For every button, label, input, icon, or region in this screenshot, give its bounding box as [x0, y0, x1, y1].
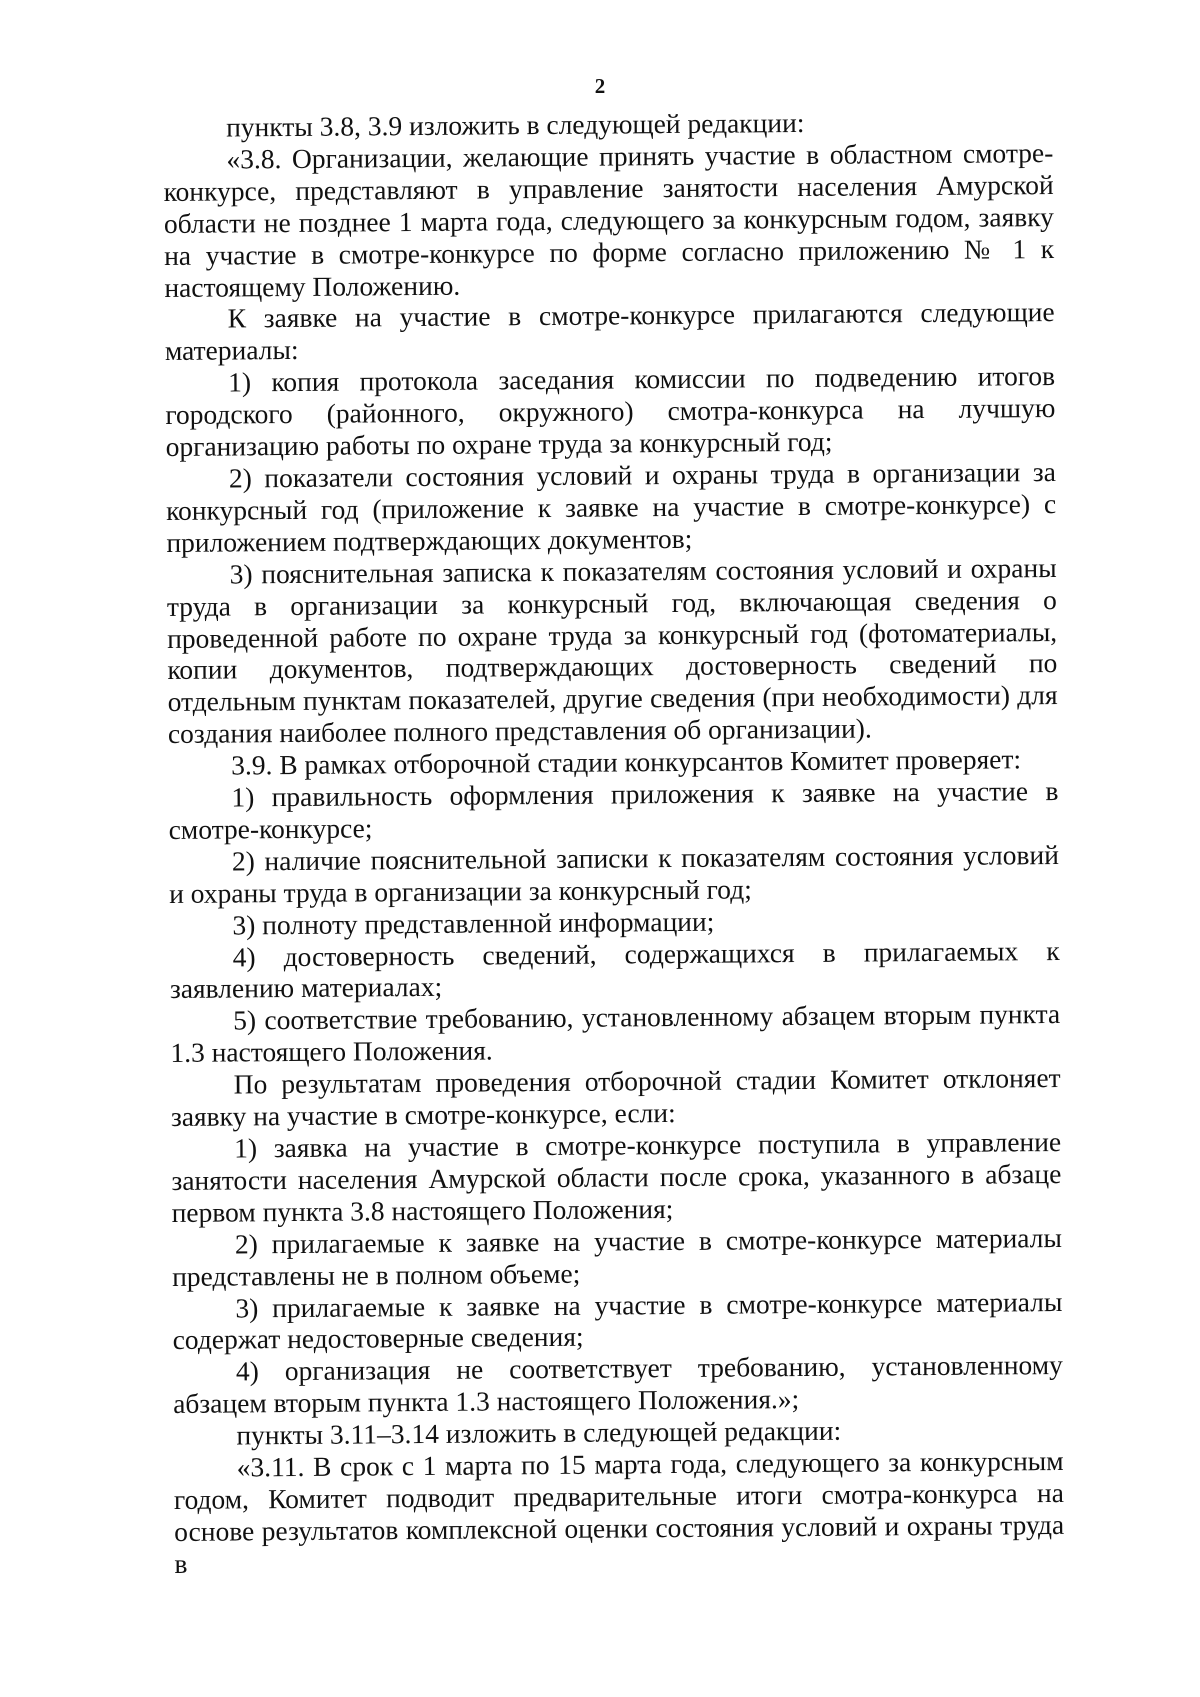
- list-item-attachment-3: 3) пояснительная записка к показателям состояния условий и охраны труда в организации за конкурсный год, включающая сведения о проведенной работе по охране труда за конкурсный год (фотоматериалы, копии документов, подтверждающих достоверность сведений по отдельным пунктам показателей, другие сведения (при необходимости) для создания наиболее полного представления об организации).: [166, 551, 1058, 750]
- paragraph-amend-3-11-3-14-intro: пункты 3.11–3.14 изложить в следующей редакции:: [236, 1414, 842, 1451]
- list-item-rejection-2: 2) прилагаемые к заявке на участие в смотре-конкурсе материалы представлены не в полном объеме;: [172, 1221, 1062, 1292]
- paragraph-3-8: «3.8. Организации, желающие принять участие в областном смотре-конкурсе, представляют в управление занятости населения Амурской области не позднее 1 марта года, следующего за конкурсным годом, заявку на участие в смотре-конкурсе по форме согласно приложению № 1 к настоящему Положению.: [163, 136, 1055, 303]
- list-item-check-4: 4) достоверность сведений, содержащихся в прилагаемых к заявлению материалах;: [169, 934, 1060, 1005]
- list-item-rejection-3: 3) прилагаемые к заявке на участие в смотре-конкурсе материалы содержат недостоверные сведения;: [172, 1285, 1063, 1356]
- list-item-attachment-1: 1) копия протокола заседания комиссии по подведению итогов городского (районного, окружного) смотра-конкурса на лучшую организацию работы по охране труда за конкурсный год;: [165, 360, 1056, 463]
- paragraph-amend-3-8-3-9-intro: пункты 3.8, 3.9 изложить в следующей редакции:: [225, 106, 805, 143]
- paragraph-rejection-intro: По результатам проведения отборочной стадии Комитет отклоняет заявку на участие в смотре-конкурсе, если:: [170, 1062, 1061, 1133]
- paragraph-3-9: 3.9. В рамках отборочной стадии конкурсантов Комитет проверяет:: [231, 743, 1022, 781]
- document-body: [163, 105, 1064, 1580]
- page-number: 2: [594, 74, 606, 98]
- list-item-rejection-1: 1) заявка на участие в смотре-конкурсе поступила в управление занятости населения Амурской области после срока, указанного в абзаце первом пункта 3.8 настоящего Положения;: [171, 1125, 1062, 1228]
- list-item-check-1: 1) правильность оформления приложения к заявке на участие в смотре-конкурсе;: [168, 775, 1059, 845]
- list-item-attachment-2: 2) показатели состояния условий и охраны труда в организации за конкурсный год (приложение к заявке на участие в смотре-конкурсе) с приложением подтверждающих документов;: [166, 455, 1057, 558]
- paragraph-3-11: «3.11. В срок с 1 марта по 15 марта года, следующего за конкурсным годом, Комитет подводит предварительные итоги смотра-конкурса на основе результатов комплексной оценки состояния условий и охраны труда в: [173, 1445, 1065, 1579]
- list-item-rejection-4: 4) организация не соответствует требованию, установленному абзацем вторым пункта 1.3 настоящего Положения.»;: [173, 1349, 1063, 1420]
- list-item-check-5: 5) соответствие требованию, установленному абзацем вторым пункта 1.3 настоящего Положения.: [170, 998, 1061, 1069]
- paragraph-attachments-intro: К заявке на участие в смотре-конкурсе прилагаются следующие материалы:: [164, 296, 1055, 367]
- list-item-check-3: 3) полноту представленной информации;: [232, 905, 715, 941]
- list-item-check-2: 2) наличие пояснительной записки к показателям состояния условий и охраны труда в организации за конкурсный год;: [169, 838, 1059, 909]
